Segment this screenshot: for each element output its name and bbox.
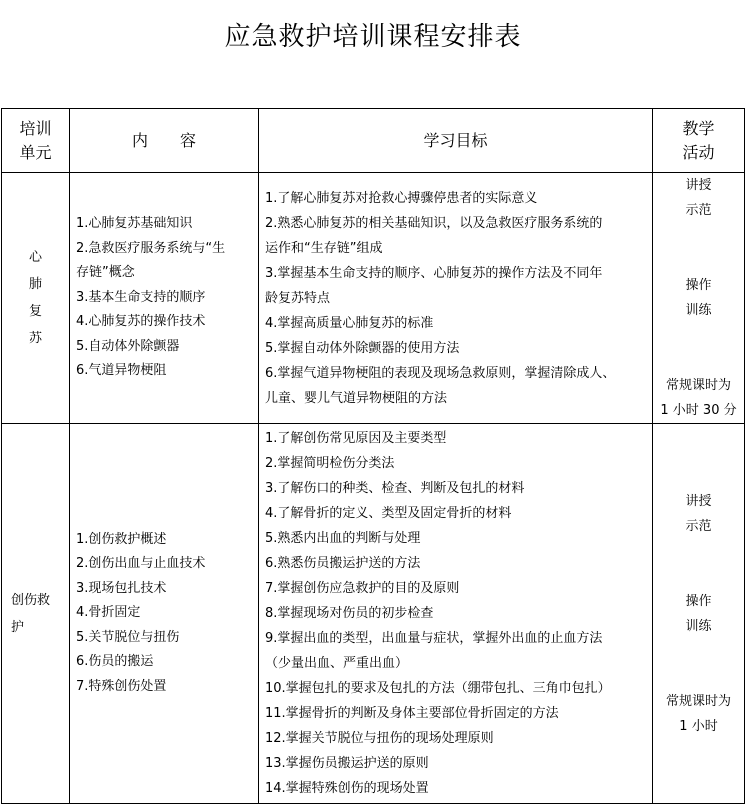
unit-cell (2, 173, 70, 424)
activity-text: 常规课时为 (665, 693, 731, 709)
content-item: 3.基本生命支持的顺序 (76, 289, 206, 305)
goal-item: 5.熟悉内出血的判断与处理 (265, 531, 421, 546)
content-item: 存链”概念 (76, 265, 135, 281)
goal-item: 运作和“生存链”组成 (265, 240, 383, 256)
activity-text: 1 小时 30 分 (660, 403, 737, 418)
goal-item: 1.了解创伤常见原因及主要类型 (265, 431, 447, 446)
goal-item: 8.掌握现场对伤员的初步检查 (265, 606, 434, 621)
content-item: 6.伤员的搬运 (76, 654, 154, 670)
header-unit (2, 109, 70, 173)
unit-text: 创伤救 (11, 592, 51, 608)
course-schedule-table (1, 108, 745, 804)
goal-item: 5.掌握自动体外除颤器的使用方法 (265, 340, 460, 356)
activity-text: 常规课时为 (665, 378, 731, 393)
content-item: 4.心肺复苏的操作技术 (76, 314, 206, 330)
content-item: 6.气道异物梗阻 (76, 363, 167, 379)
goal-item: 7.掌握创伤应急救护的目的及原则 (265, 581, 460, 596)
unit-text: 肺 (28, 277, 42, 292)
activity-text (653, 639, 744, 664)
activity-text (653, 323, 744, 348)
goal-item: 12.掌握关节脱位与扭伤的现场处理原则 (265, 731, 494, 746)
content-item: 2.急救医疗服务系统与“生 (76, 240, 226, 256)
activity-text (653, 223, 744, 248)
goal-item: 4.了解骨折的定义、类型及固定骨折的材料 (265, 506, 512, 521)
activity-cell (653, 424, 745, 804)
goal-item: 2.熟悉心肺复苏的相关基础知识，以及急救医疗服务系统的 (265, 215, 603, 231)
goals-cell (259, 424, 653, 804)
table-row (2, 173, 745, 424)
activity-text: 示范 (685, 203, 712, 218)
content-item: 3.现场包扎技术 (76, 580, 167, 596)
goal-item: （少量出血、严重出血） (265, 656, 409, 671)
activity-text: 讲授 (685, 178, 712, 193)
activity-text: 训练 (685, 618, 712, 634)
unit-text: 护 (11, 619, 25, 635)
goal-item: 1.了解心肺复苏对抢救心搏骤停患者的实际意义 (265, 190, 538, 206)
header-activity (653, 109, 745, 173)
activity-text: 示范 (685, 518, 712, 534)
unit-text: 复 (28, 304, 42, 319)
activity-text (653, 248, 744, 273)
activity-cell (653, 173, 745, 424)
goal-item: 14.掌握特殊创伤的现场处置 (265, 781, 429, 796)
goal-item: 2.掌握简明检伤分类法 (265, 456, 395, 471)
activity-text (653, 564, 744, 589)
unit-text: 心 (28, 250, 42, 265)
content-item: 7.特殊创伤处置 (76, 678, 167, 694)
goal-item: 3.掌握基本生命支持的顺序、心肺复苏的操作方法及不同年 (265, 265, 603, 281)
content-item: 4.骨折固定 (76, 605, 141, 621)
goal-item: 9.掌握出血的类型，出血量与症状，掌握外出血的止血方法 (265, 631, 603, 646)
goal-item: 龄复苏特点 (265, 290, 331, 306)
content-item: 5.关节脱位与扭伤 (76, 629, 180, 645)
header-unit-line: 培训 (19, 118, 52, 138)
activity-text: 操作 (685, 278, 712, 293)
content-cell (70, 424, 259, 804)
activity-text: 操作 (685, 593, 712, 609)
content-item: 2.创伤出血与止血技术 (76, 556, 206, 572)
content-item: 1.心肺复苏基础知识 (76, 216, 193, 232)
goal-item: 10.掌握包扎的要求及包扎的方法（绷带包扎、三角巾包扎） (265, 681, 611, 696)
activity-text: 讲授 (685, 493, 712, 509)
activity-text: 1 小时 (679, 718, 718, 734)
header-activity-line: 教学 (682, 118, 715, 138)
activity-text (653, 348, 744, 373)
goal-item: 11.掌握骨折的判断及身体主要部位骨折固定的方法 (265, 706, 559, 721)
content-cell (70, 173, 259, 424)
unit-text: 苏 (28, 331, 42, 346)
goal-item: 6.掌握气道异物梗阻的表现及现场急救原则，掌握清除成人、 (265, 365, 616, 381)
activity-text (653, 664, 744, 689)
goal-item: 13.掌握伤员搬运护送的原则 (265, 756, 429, 771)
content-item: 5.自动体外除颤器 (76, 338, 180, 354)
header-activity-line: 活动 (682, 142, 715, 162)
activity-text (653, 539, 744, 564)
header-goals: 学习目标 (259, 109, 653, 173)
unit-cell (2, 424, 70, 804)
goal-item: 3.了解伤口的种类、检查、判断及包扎的材料 (265, 481, 525, 496)
page-title: 应急救护培训课程安排表 (224, 22, 522, 52)
goal-item: 6.熟悉伤员搬运护送的方法 (265, 556, 421, 571)
table-row (2, 424, 745, 804)
goal-item: 儿童、婴儿气道异物梗阻的方法 (265, 390, 448, 406)
header-content: 内 容 (70, 109, 259, 173)
activity-text: 训练 (685, 303, 712, 318)
header-unit-line: 单元 (19, 142, 52, 162)
content-item: 1.创伤救护概述 (76, 531, 167, 547)
header-row (2, 109, 745, 173)
goals-cell (259, 173, 653, 424)
goal-item: 4.掌握高质量心肺复苏的标准 (265, 315, 434, 331)
